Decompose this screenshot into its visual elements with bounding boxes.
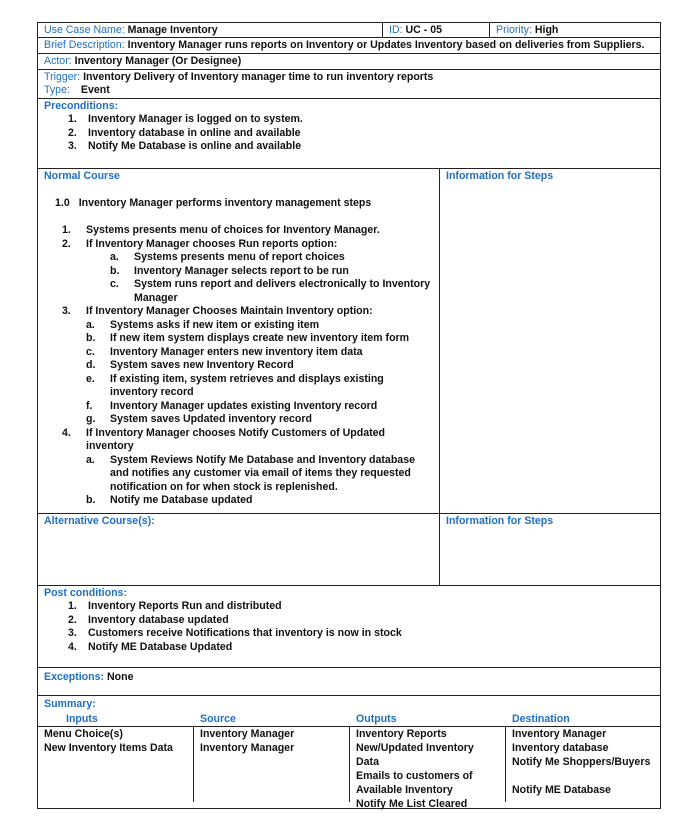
step-item-number: e. (86, 372, 95, 385)
actor-value: Inventory Manager (Or Designee) (74, 55, 242, 67)
summary-label: Summary: (44, 698, 96, 710)
alternative-info-label: Information for Steps (446, 515, 554, 527)
precondition-item-text: Inventory Manager is logged on to system. (88, 113, 303, 125)
summary-destination-header: Destination (512, 713, 570, 725)
post-conditions-list (44, 600, 654, 654)
summary-destination-item: Notify ME Database (512, 784, 611, 796)
step-item (44, 373, 433, 400)
post-conditions-label: Post conditions: (44, 587, 127, 599)
priority-label: Priority: (496, 24, 532, 36)
step-item-text: If Inventory Manager chooses Run reports option: (86, 237, 338, 250)
summary-source-column (194, 727, 350, 802)
normal-course-info-label: Information for Steps (446, 170, 554, 182)
step-item (44, 251, 433, 265)
type-value: Event (80, 84, 110, 96)
brief-description-row (38, 38, 660, 54)
post-condition-item-text: Customers receive Notifications that inventory is now in stock (88, 627, 402, 639)
summary-source-item: Inventory Manager (200, 728, 295, 740)
summary-input-item: Menu Choice(s) (44, 728, 123, 740)
summary-destination-item (512, 769, 654, 783)
exceptions-value: None (107, 671, 134, 683)
step-item-number: a. (86, 453, 95, 466)
step-item-text: Systems presents menu of choices for Inventory Manager. (86, 224, 380, 236)
summary-headers (38, 712, 660, 726)
brief-description-value: Inventory Manager runs reports on Inventory or Updates Inventory based on deliveries from Suppliers. (127, 39, 645, 51)
use-case-name-cell (38, 23, 383, 37)
trigger-row (38, 70, 660, 99)
priority-value: High (534, 24, 559, 36)
precondition-item (68, 113, 654, 127)
exceptions-label: Exceptions: (44, 671, 105, 683)
normal-course-steps (44, 224, 433, 508)
step-item (44, 265, 433, 279)
summary-input-item: New Inventory Items Data (44, 742, 173, 754)
summary-output-item: New/Updated Inventory Data (356, 742, 474, 768)
id-cell (383, 23, 490, 37)
step-item (44, 305, 433, 319)
step-item-number: c. (86, 345, 95, 358)
use-case-name-value: Manage Inventory (127, 24, 218, 36)
alternative-course-cell (38, 514, 440, 585)
step-item-number: 3. (62, 305, 71, 317)
summary-output-item: Available Inventory (356, 784, 453, 796)
post-condition-item (68, 641, 654, 655)
precondition-item-text: Notify Me Database is online and available (88, 140, 302, 152)
exceptions-row (38, 668, 660, 696)
summary-source-header: Source (200, 713, 236, 725)
step-item (44, 413, 433, 427)
trigger-value: Inventory Delivery of Inventory manager time to run inventory reports (83, 71, 434, 83)
alternative-info-cell (440, 514, 660, 585)
normal-course-row (38, 169, 660, 514)
priority-cell (490, 23, 660, 37)
step-item-number: g. (86, 413, 96, 425)
actor-row (38, 54, 660, 70)
step-item-text: Systems presents menu of report choices (134, 251, 345, 263)
use-case-document (37, 22, 661, 809)
step-item-number: c. (110, 278, 119, 290)
step-item-number: a. (110, 251, 119, 263)
preconditions-list (44, 113, 654, 154)
normal-course-heading-text: Inventory Manager performs inventory management steps (78, 197, 372, 209)
brief-description-label: Brief Description: (44, 39, 125, 51)
normal-course-cell (38, 169, 440, 513)
step-item-text: Systems asks if new item or existing item (110, 318, 320, 331)
id-label: ID: (389, 24, 403, 36)
summary-destination-column (506, 727, 660, 802)
normal-course-label: Normal Course (44, 170, 120, 182)
summary-inputs-header: Inputs (66, 713, 98, 725)
step-item (44, 319, 433, 333)
summary-destination-item: Notify Me Shoppers/Buyers (512, 756, 651, 768)
post-condition-item-text: Inventory database updated (88, 613, 229, 626)
step-item-text: If Inventory Manager Chooses Maintain Inventory option: (86, 305, 373, 317)
step-item-number: b. (86, 332, 96, 344)
step-item-text: Inventory Manager enters new inventory item data (110, 345, 363, 358)
actor-label: Actor: (44, 55, 72, 67)
precondition-item-text: Inventory database in online and available (88, 126, 301, 139)
summary-destination-item: Inventory database (512, 742, 609, 754)
summary-outputs-column (350, 727, 506, 810)
post-condition-item (68, 600, 654, 614)
normal-course-heading-num: 1.0 (55, 197, 70, 209)
step-item-number: f. (86, 399, 93, 412)
precondition-item-number: 2. (68, 126, 77, 139)
post-condition-item-number: 2. (68, 613, 77, 626)
step-item (44, 346, 433, 360)
alternative-course-row (38, 514, 660, 586)
summary-source-item: Inventory Manager (200, 742, 295, 754)
step-item-text: If Inventory Manager chooses Notify Customers of Updated inventory (86, 426, 386, 452)
step-item-number: 2. (62, 237, 71, 250)
post-condition-item-number: 4. (68, 640, 77, 653)
step-item-number: 1. (62, 224, 71, 236)
trigger-label: Trigger: (44, 71, 81, 83)
use-case-name-label: Use Case Name: (44, 24, 125, 36)
step-item (44, 400, 433, 414)
step-item-text: System runs report and delivers electronically to Inventory Manager (134, 278, 431, 304)
step-item-number: 4. (62, 426, 71, 439)
summary-output-item: Emails to customers of (356, 770, 473, 782)
step-item-text: If new item system displays create new inventory item form (110, 332, 410, 344)
step-item (44, 427, 433, 454)
step-item-number: a. (86, 318, 95, 331)
post-condition-item-text: Notify ME Database Updated (88, 640, 233, 653)
step-item-number: b. (110, 264, 120, 277)
step-item (44, 494, 433, 508)
step-item-text: System saves new Inventory Record (110, 359, 294, 371)
step-item-number: d. (86, 359, 96, 371)
precondition-item (68, 140, 654, 154)
summary-output-item: Notify Me List Cleared (356, 798, 468, 810)
preconditions-label: Preconditions: (44, 100, 119, 112)
post-condition-item-text: Inventory Reports Run and distributed (88, 600, 282, 612)
post-condition-item-number: 3. (68, 627, 77, 639)
post-condition-item (68, 614, 654, 628)
summary-row (38, 696, 660, 808)
preconditions-row (38, 99, 660, 169)
precondition-item-number: 3. (68, 140, 77, 152)
step-item-text: If existing item, system retrieves and displays existing inventory record (110, 372, 384, 398)
step-item-number: b. (86, 494, 96, 506)
step-item-text: Inventory Manager updates existing Inventory record (110, 399, 378, 412)
step-item (44, 238, 433, 252)
step-item-text: Inventory Manager selects report to be run (134, 264, 349, 277)
precondition-item-number: 1. (68, 113, 77, 125)
post-conditions-row (38, 586, 660, 668)
step-item-text: System saves Updated inventory record (110, 413, 312, 425)
step-item (44, 359, 433, 373)
post-condition-item (68, 627, 654, 641)
header-row (38, 23, 660, 38)
post-condition-item-number: 1. (68, 600, 77, 612)
step-item (44, 332, 433, 346)
normal-course-info-cell (440, 169, 660, 513)
summary-destination-item: Inventory Manager (512, 728, 607, 740)
step-item-text: Notify me Database updated (110, 494, 253, 506)
alternative-course-label: Alternative Course(s): (44, 515, 155, 527)
summary-outputs-header: Outputs (356, 713, 397, 725)
normal-course-heading (55, 197, 433, 210)
type-label: Type: (44, 84, 70, 96)
step-item-text: System Reviews Notify Me Database and Inventory database and notifies any customer via email of items they requested notification on for when stock is replenished. (110, 453, 415, 493)
summary-output-item: Inventory Reports (356, 728, 447, 740)
summary-inputs-column (38, 727, 194, 802)
step-item (44, 454, 433, 495)
step-item (44, 224, 433, 238)
step-item (44, 278, 433, 305)
id-value: UC - 05 (405, 24, 442, 36)
summary-body (38, 726, 660, 810)
precondition-item (68, 127, 654, 141)
